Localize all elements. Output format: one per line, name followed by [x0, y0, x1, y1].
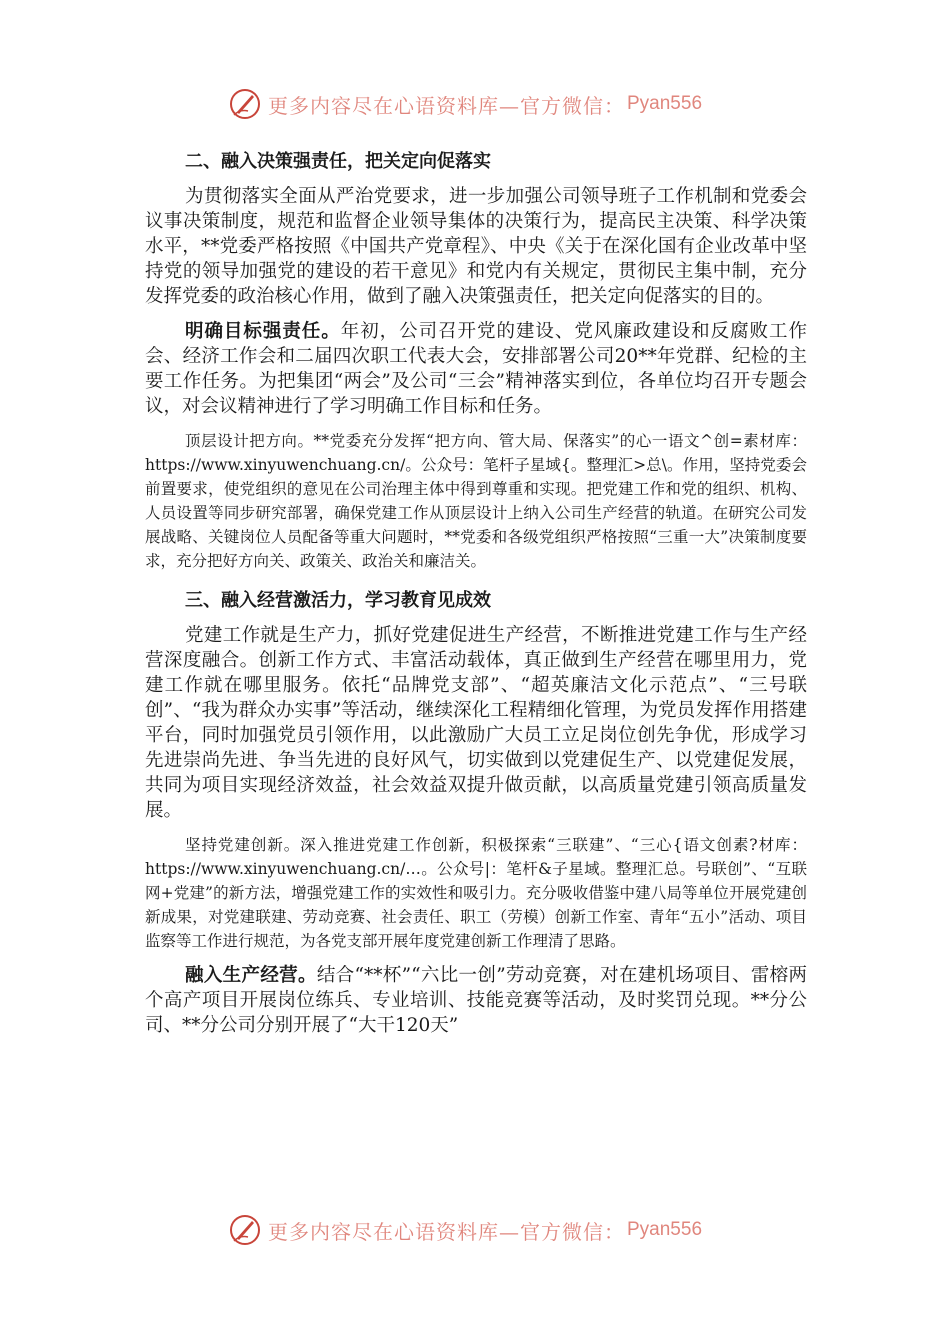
paragraph-body: 结合“**杯”“六比一创”劳动竞赛，对在建机场项目、雷榕两个高产项目开展岗位练兵、专业培训、技能竞赛等活动，及时奖罚兑现。**分公司、**分公司分别开展了“大干120天” [145, 965, 807, 1036]
banner-text: 更多内容尽在心语资料库—官方微信： [268, 93, 625, 118]
banner-wechat-id: Pyan556 [627, 93, 703, 114]
quill-pen-logo-icon [228, 1213, 262, 1247]
section-3-paragraph-2: 坚持党建创新。深入推进党建工作创新，积极探索“三联建”、“三心{语文创素?材库：https://www.xinyuwenchuang.cn/…。公众号|：笔杆&子星域。整理汇总。号联创”、“互联网+党建”的新方法，增强党建工作的实效性和吸引力。充分吸收借鉴中建八局等单位开展党建创新成果，对党建联建、劳动竞赛、社会责任、职工（劳模）创新工作室、青年“五小”活动、项目监察等工作进行规范，为各党支部开展年度党建创新工作理清了思路。 [145, 836, 807, 950]
quill-pen-logo-icon [228, 87, 262, 121]
header-watermark-banner [228, 84, 702, 124]
paragraph-lead: 明确目标强责任。 [185, 321, 341, 342]
paragraph-lead: 融入生产经营。 [185, 965, 317, 986]
section-2-paragraph-1: 为贯彻落实全面从严治党要求，进一步加强公司领导班子工作机制和党委会议事决策制度，规范和监督企业领导集体的决策行为，提高民主决策、科学决策水平，**党委严格按照《中国共产党章程》、中央《关于在深化国有企业改革中坚持党的领导加强党的建设的若干意见》和党内有关规定，贯彻民主集中制，充分发挥党委的政治核心作用，做到了融入决策强责任，把关定向促落实的目的。 [145, 186, 807, 307]
banner-wechat-id: Pyan556 [627, 1219, 703, 1240]
paragraph-body: 年初，公司召开党的建设、党风廉政建设和反腐败工作会、经济工作会和二届四次职工代表大会，安排部署公司20**年党群、纪检的主要工作任务。为把集团“两会”及公司“三会”精神落实到位，各单位均召开专题会议，对会议精神进行了学习明确工作目标和任务。 [145, 321, 807, 417]
footer-watermark-banner [228, 1210, 702, 1250]
document-body [145, 140, 807, 1048]
section-3-heading: 三、融入经营激活力，学习教育见成效 [185, 590, 491, 611]
section-2-paragraph-3: 顶层设计把方向。**党委充分发挥“把方向、管大局、保落实”的心一语文^创=素材库：https://www.xinyuwenchuang.cn/。公众号：笔杆子星域{。整理汇>总\。作用，坚持党委会前置要求，使党组织的意见在公司治理主体中得到尊重和实现。把党建工作和党的组织、机构、人员设置等同步研究部署，确保党建工作从顶层设计上纳入公司生产经营的轨道。在研究公司发展战略、关键岗位人员配备等重大问题时，**党委和各级党组织严格按照“三重一大”决策制度要求，充分把好方向关、政策关、政治关和廉洁关。 [145, 432, 807, 570]
section-2-paragraph-2 [145, 319, 807, 419]
section-3-paragraph-3 [145, 963, 807, 1038]
section-3-paragraph-1: 党建工作就是生产力，抓好党建促进生产经营，不断推进党建工作与生产经营深度融合。创新工作方式、丰富活动载体，真正做到生产经营在哪里用力，党建工作就在哪里服务。依托“品牌党支部”、“超英廉洁文化示范点”、“三号联创”、“我为群众办实事”等活动，继续深化工程精细化管理，为党员发挥作用搭建平台，同时加强党员引领作用，以此激励广大员工立足岗位创先争优，形成学习先进崇尚先进、争当先进的良好风气，切实做到以党建促生产、以党建促发展，共同为项目实现经济效益，社会效益双提升做贡献，以高质量党建引领高质量发展。 [145, 625, 807, 821]
section-2-heading: 二、融入决策强责任，把关定向促落实 [185, 151, 491, 172]
banner-text: 更多内容尽在心语资料库—官方微信： [268, 1219, 625, 1244]
